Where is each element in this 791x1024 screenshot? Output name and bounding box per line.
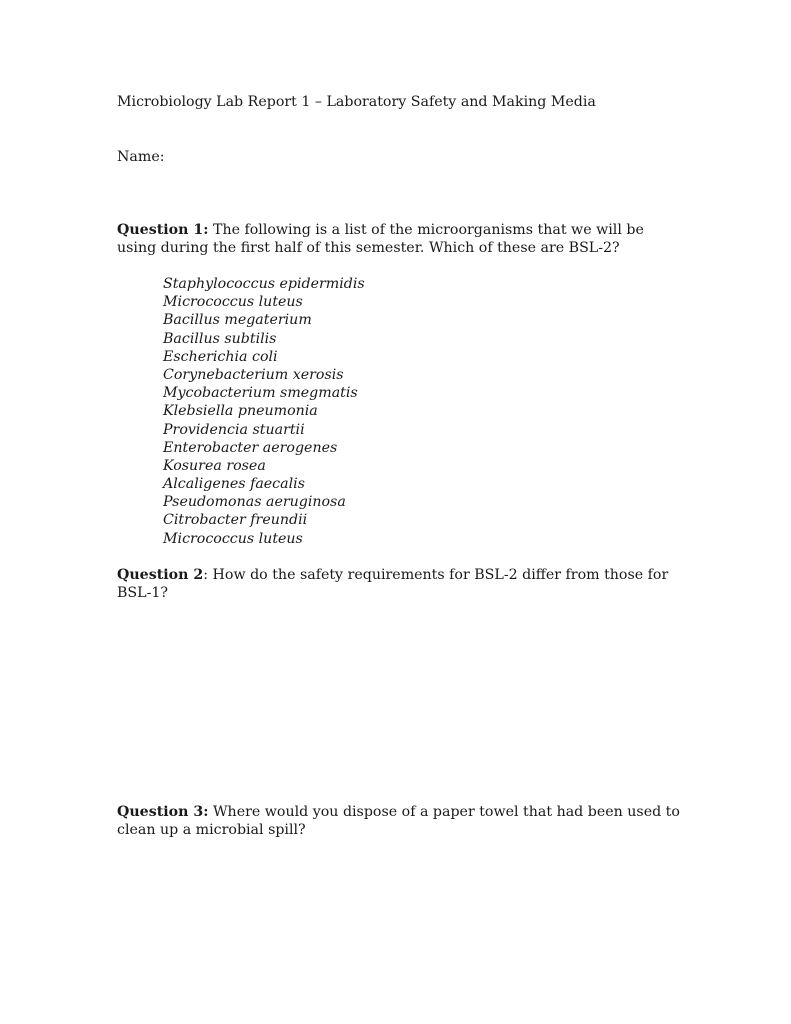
organism-item: Pseudomonas aeruginosa (163, 494, 346, 511)
name-label: Name: (117, 149, 165, 165)
question-2 (117, 566, 687, 602)
document-title: Microbiology Lab Report 1 – Laboratory Safety and Making Media (117, 94, 596, 110)
organism-item: Corynebacterium xerosis (163, 366, 344, 383)
organism-item: Kosurea rosea (163, 457, 266, 474)
question-2-text: : How do the safety requirements for BSL-2 differ from those for BSL-1? (117, 567, 669, 602)
organism-item: Alcaligenes faecalis (163, 476, 305, 493)
organism-item: Enterobacter aerogenes (163, 439, 338, 456)
question-1-text: The following is a list of the microorganisms that we will be using during the first half of this semester. Which of these are BSL-2? (117, 222, 644, 257)
question-1-label: Question 1: (117, 222, 209, 238)
organism-item: Citrobacter freundii (163, 512, 308, 529)
organism-item: Mycobacterium smegmatis (163, 385, 358, 402)
question-3-text: Where would you dispose of a paper towel that had been used to clean up a microbial spill? (117, 804, 680, 839)
organism-item: Escherichia coli (163, 348, 278, 365)
organism-item: Staphylococcus epidermidis (163, 276, 365, 292)
organism-item: Micrococcus luteus (163, 530, 303, 547)
organism-item: Micrococcus luteus (163, 294, 303, 311)
organism-item: Bacillus megaterium (163, 312, 312, 329)
question-2-label: Question 2 (117, 567, 204, 583)
question-3 (117, 803, 687, 839)
question-1 (117, 221, 687, 257)
organism-item: Klebsiella pneumonia (163, 403, 318, 420)
organism-item: Bacillus subtilis (163, 330, 277, 347)
organism-list (163, 275, 365, 548)
question-3-label: Question 3: (117, 804, 209, 820)
organism-item: Providencia stuartii (163, 421, 305, 438)
